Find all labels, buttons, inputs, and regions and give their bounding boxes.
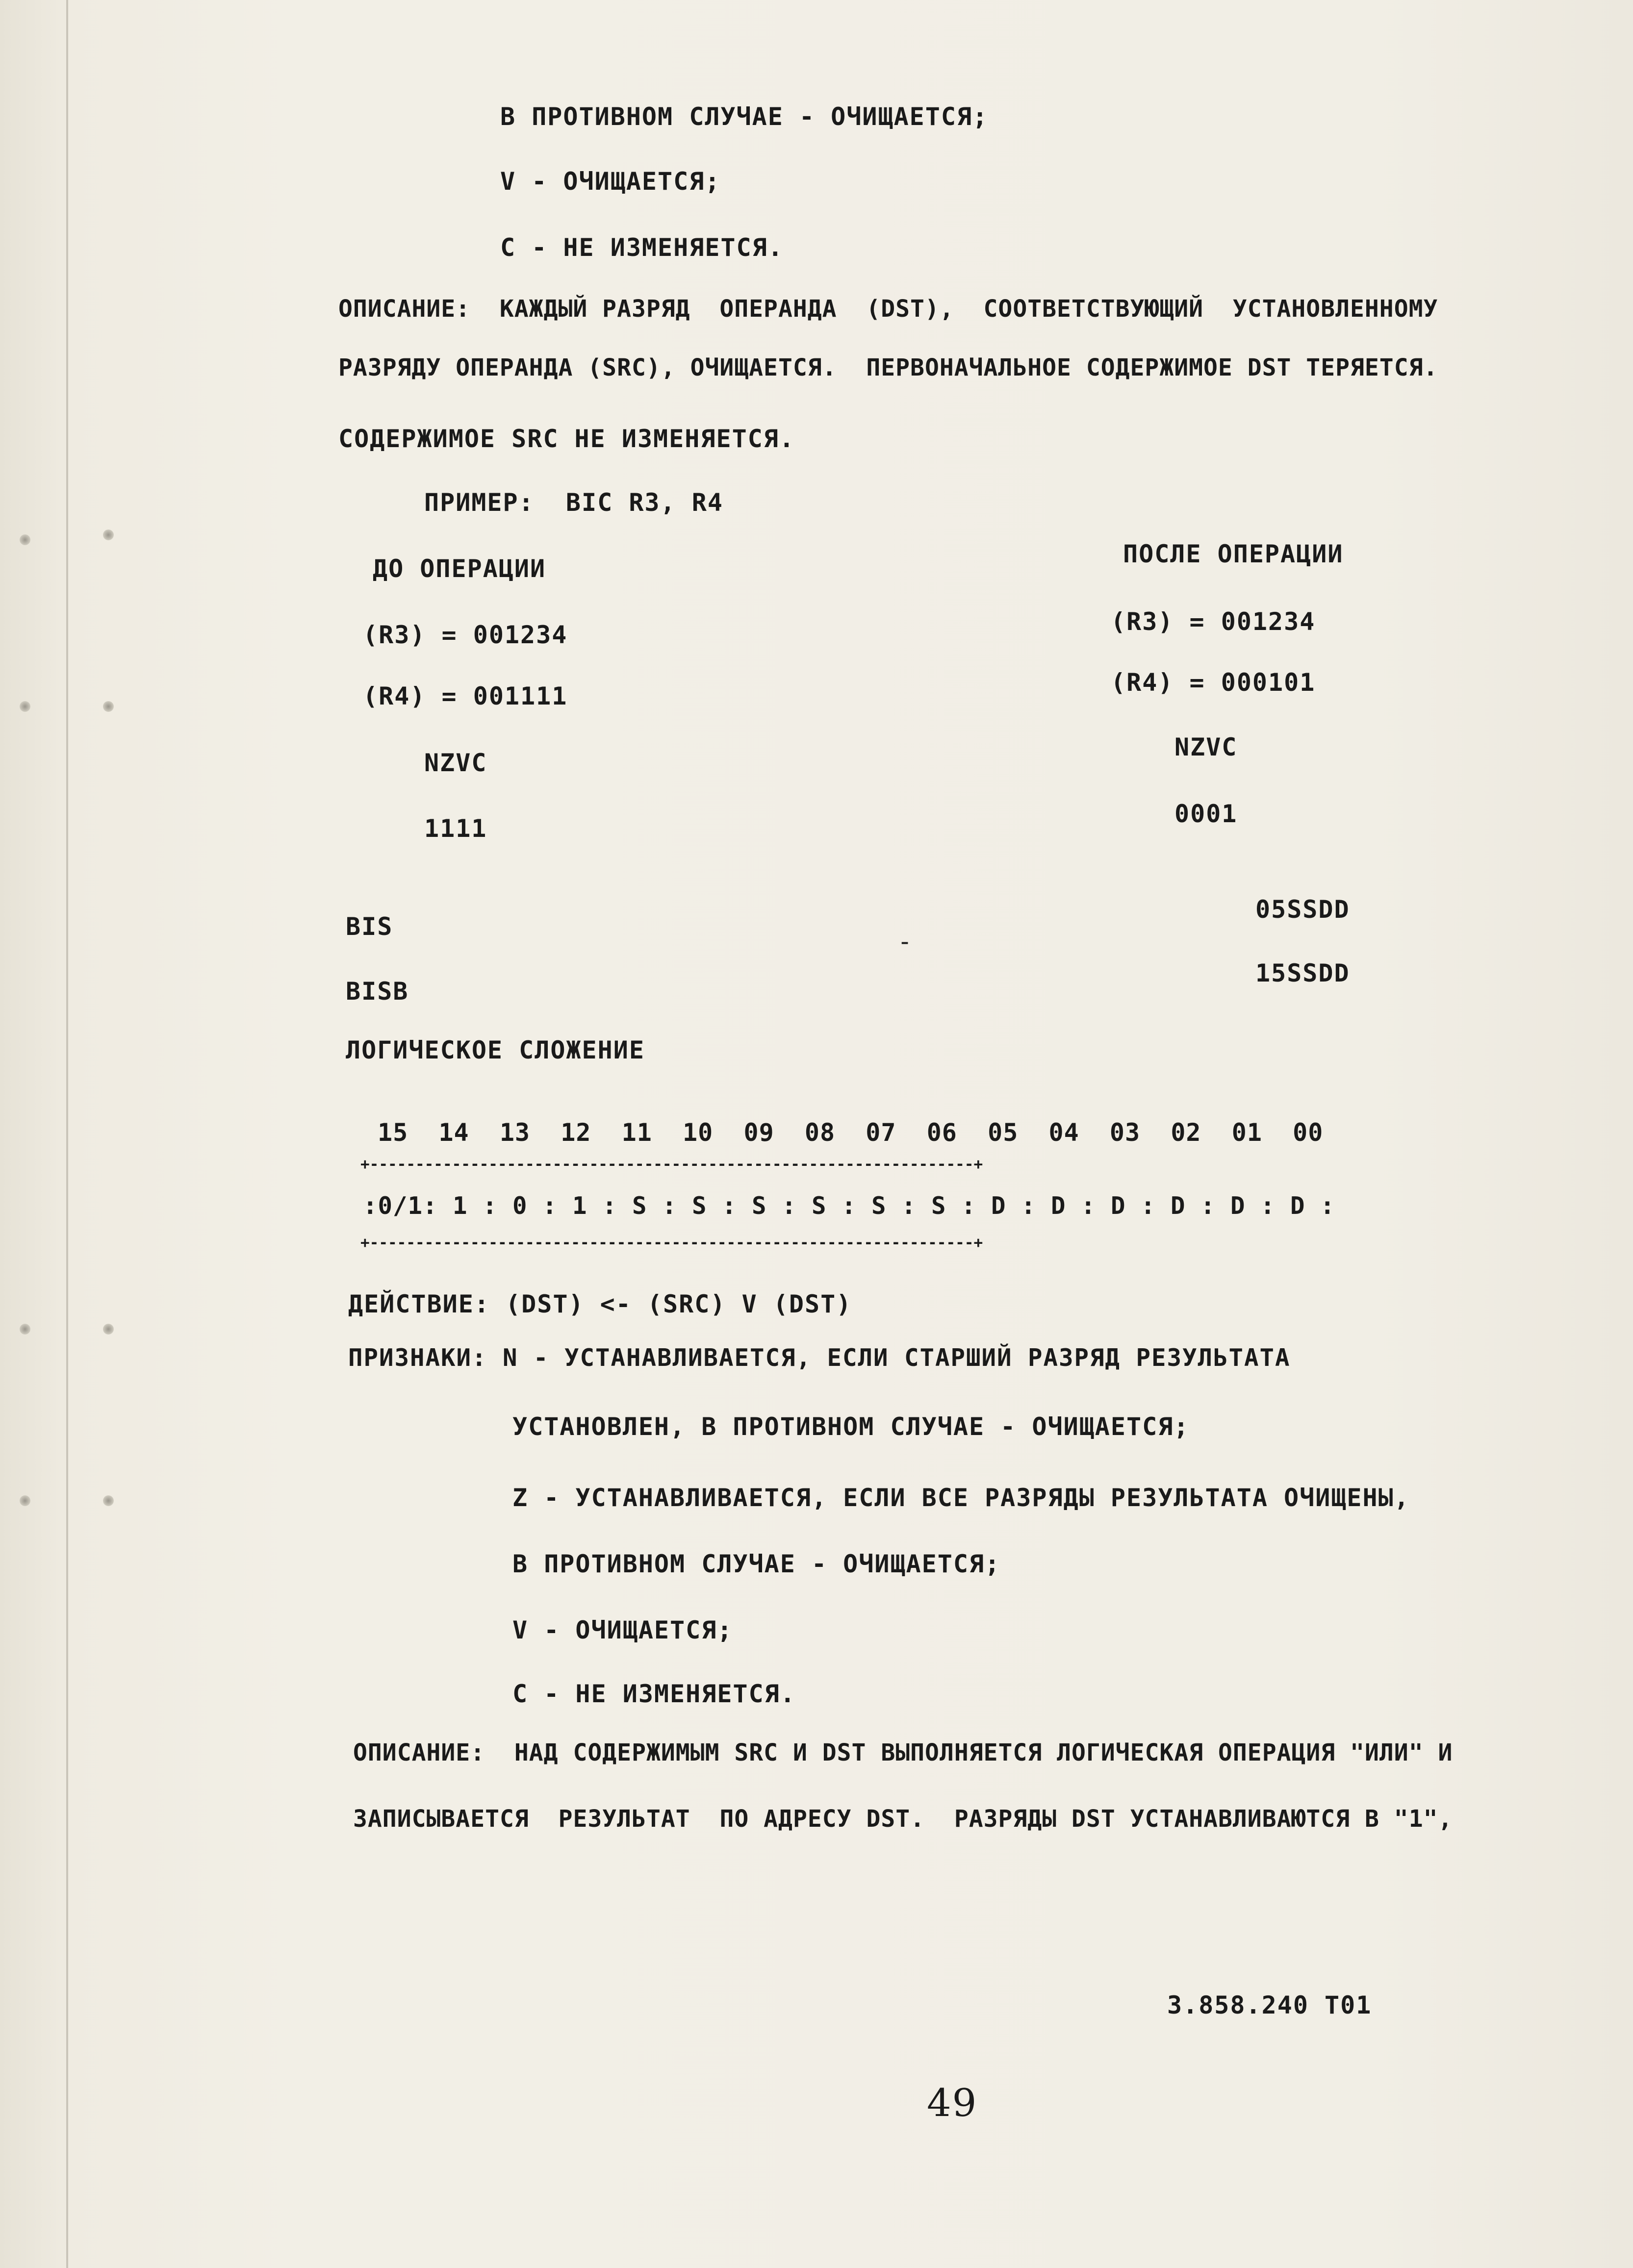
punch-hole [20,534,30,545]
punch-hole [103,529,114,540]
before-flags-label: NZVC [424,749,487,777]
description-line: ЗАПИСЫВАЕТСЯ РЕЗУЛЬТАТ ПО АДРЕСУ DST. РАЗРЯДЫ DST УСТАНАВЛИВАЮТСЯ В "1", [353,1805,1453,1833]
before-flags: 1111 [424,814,487,843]
after-r4: (R4) = 000101 [1111,668,1316,697]
description-line: ОПИСАНИЕ: КАЖДЫЙ РАЗРЯД ОПЕРАНДА (DST), СООТВЕТСТВУЮЩИЙ УСТАНОВЛЕННОМУ [338,295,1438,323]
description-line: СОДЕРЖИМОЕ SRC НЕ ИЗМЕНЯЕТСЯ. [338,425,795,453]
punch-hole [103,1495,114,1506]
mnemonic-bisb: BISB [346,977,409,1006]
flags-line: В ПРОТИВНОМ СЛУЧАЕ - ОЧИЩАЕТСЯ; [512,1550,1001,1578]
flags-line: C - НЕ ИЗМЕНЯЕТСЯ. [512,1680,796,1708]
flags-line: ПРИЗНАКИ: N - УСТАНАВЛИВАЕТСЯ, ЕСЛИ СТАРШИЙ РАЗРЯД РЕЗУЛЬТАТА [348,1344,1291,1372]
bit-fields: :0/1: 1 : 0 : 1 : S : S : S : S : S : S : D : D : D : D : D : D : [363,1192,1335,1220]
after-flags: 0001 [1174,800,1238,828]
example-label: ПРИМЕР: BIC R3, R4 [424,488,723,517]
punch-hole [103,701,114,712]
opcode-bisb: 15SSDD [1255,959,1350,987]
punch-hole [20,701,30,712]
flags-line: V - ОЧИЩАЕТСЯ; [512,1616,733,1644]
instruction-name: ЛОГИЧЕСКОЕ СЛОЖЕНИЕ [346,1036,645,1064]
bit-numbers: 15 14 13 12 11 10 09 08 07 06 05 04 03 02 01 00 [378,1118,1324,1147]
opcode-bis: 05SSDD [1255,895,1350,924]
stray-mark: - [897,927,914,956]
text-line: V - ОЧИЩАЕТСЯ; [500,167,721,196]
punch-hole [20,1324,30,1335]
bit-table-border-top: +------------------------------------------------------------------+ [360,1156,983,1173]
flags-line: Z - УСТАНАВЛИВАЕТСЯ, ЕСЛИ ВСЕ РАЗРЯДЫ РЕЗУЛЬТАТА ОЧИЩЕНЫ, [512,1484,1410,1512]
action-line: ДЕЙСТВИЕ: (DST) <- (SRC) V (DST) [348,1290,852,1318]
description-line: РАЗРЯДУ ОПЕРАНДА (SRC), ОЧИЩАЕТСЯ. ПЕРВОНАЧАЛЬНОЕ СОДЕРЖИМОЕ DST ТЕРЯЕТСЯ. [338,354,1438,381]
before-r3: (R3) = 001234 [363,621,568,649]
bit-table-border-bottom: +------------------------------------------------------------------+ [360,1234,983,1252]
page-number: 49 [927,2081,978,2125]
flags-line: УСТАНОВЛЕН, В ПРОТИВНОМ СЛУЧАЕ - ОЧИЩАЕТСЯ; [512,1412,1190,1441]
after-header: ПОСЛЕ ОПЕРАЦИИ [1123,540,1344,568]
text-line: C - НЕ ИЗМЕНЯЕТСЯ. [500,233,784,262]
punch-hole [20,1495,30,1506]
before-r4: (R4) = 001111 [363,682,568,710]
before-header: ДО ОПЕРАЦИИ [373,554,546,583]
text-line: В ПРОТИВНОМ СЛУЧАЕ - ОЧИЩАЕТСЯ; [500,102,989,131]
document-code: 3.858.240 Т01 [1167,1991,1372,2019]
mnemonic-bis: BIS [346,912,393,941]
after-flags-label: NZVC [1174,733,1238,761]
after-r3: (R3) = 001234 [1111,607,1316,636]
punch-hole [103,1324,114,1335]
description-line: ОПИСАНИЕ: НАД СОДЕРЖИМЫМ SRC И DST ВЫПОЛНЯЕТСЯ ЛОГИЧЕСКАЯ ОПЕРАЦИЯ "ИЛИ" И [353,1739,1453,1766]
margin-line [66,0,68,2268]
